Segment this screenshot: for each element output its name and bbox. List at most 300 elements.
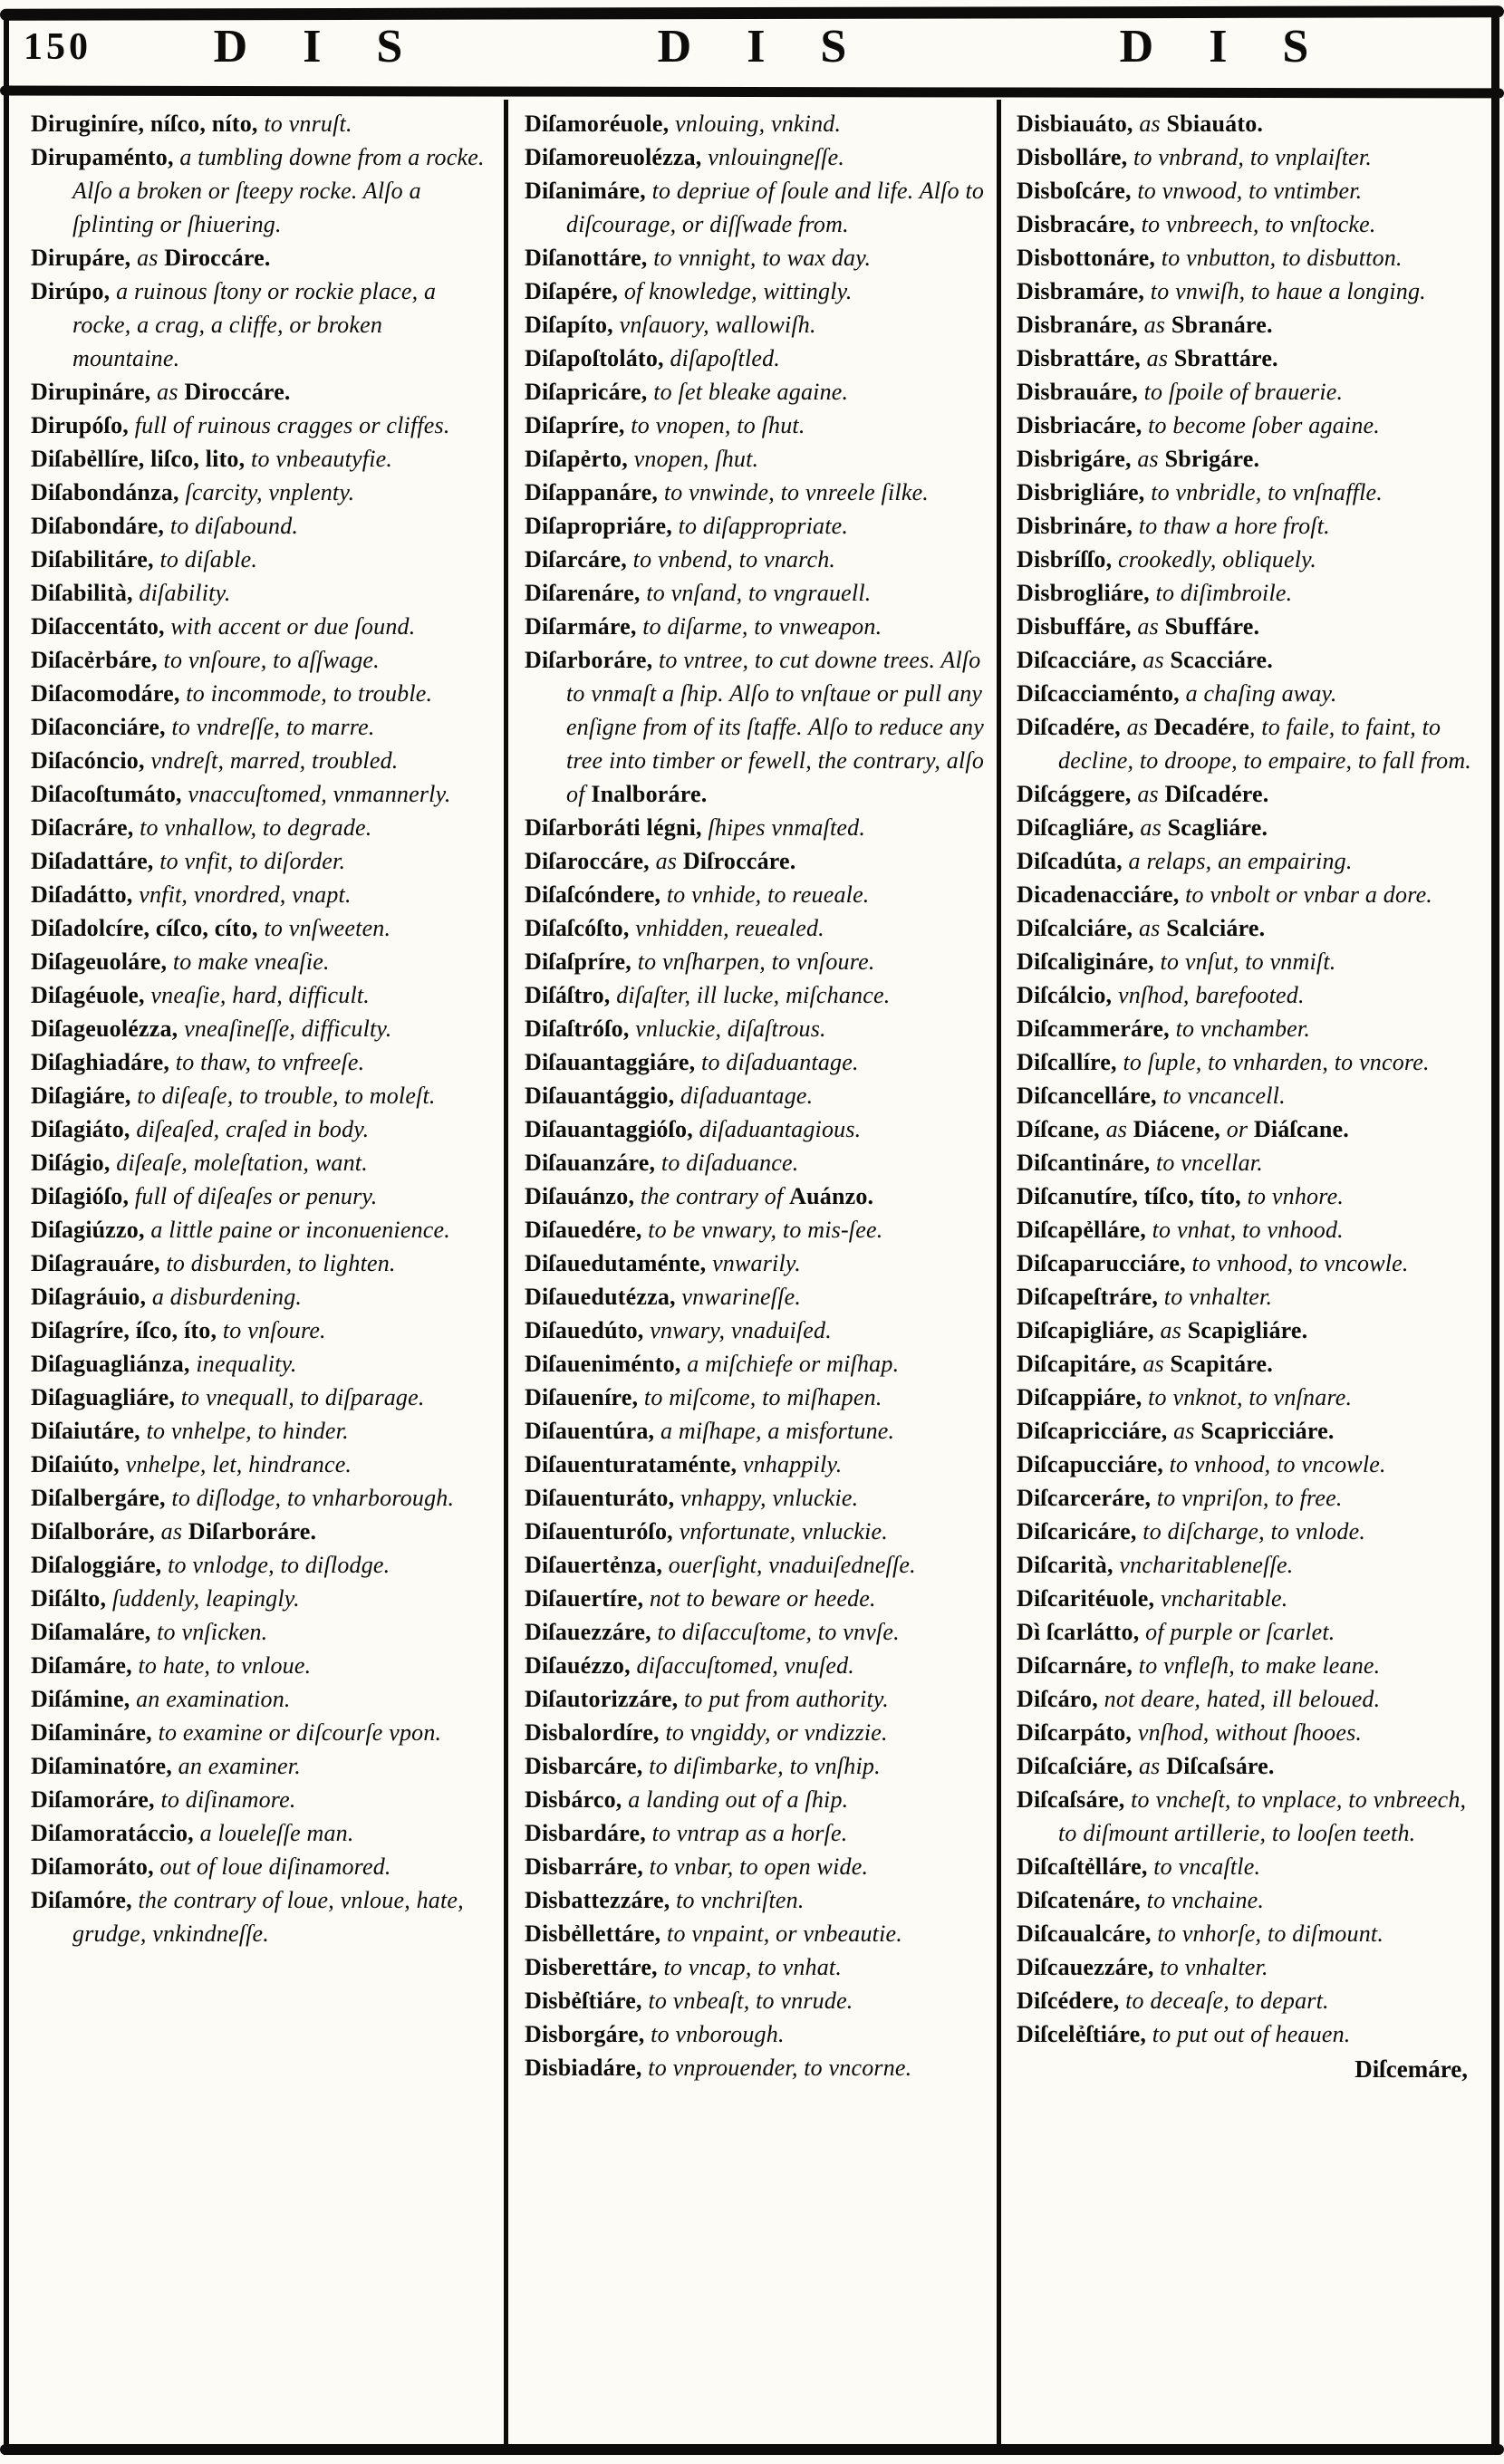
entry-headword: Diſacráre, xyxy=(31,814,140,841)
entry-headword: Disbrináre, xyxy=(1017,513,1139,539)
entry-headword: Disbríſſo, xyxy=(1017,546,1118,573)
dictionary-entry xyxy=(31,1414,491,1448)
entry-headword: Diſcanutíre, tíſco, títo, xyxy=(1017,1183,1248,1209)
entry-definition: to vnhore. xyxy=(1247,1183,1345,1209)
entry-definition: not to beware or heede. xyxy=(649,1585,876,1612)
entry-headword: Diſamoráre, xyxy=(31,1786,161,1813)
entry-definition: as xyxy=(1139,111,1167,137)
dictionary-entry xyxy=(31,811,491,844)
entry-definition: as xyxy=(1137,446,1165,472)
entry-definition: to diſeaſe, to trouble, to moleſt. xyxy=(137,1083,436,1109)
entry-headword: Diſauedutaménte, xyxy=(525,1250,713,1276)
entry-definition: vneaſineſſe, difficulty. xyxy=(184,1015,392,1042)
dictionary-entry xyxy=(525,1649,985,1682)
entry-definition: to vnſicken. xyxy=(157,1619,268,1645)
entry-definition: to vnruſt. xyxy=(264,111,352,137)
entry-definition: vneaſie, hard, difficult. xyxy=(150,982,370,1008)
entry-definition: to vnwinde, to vnreele ſilke. xyxy=(663,479,930,505)
dictionary-entry xyxy=(525,1816,985,1850)
entry-definition: of purple or ſcarlet. xyxy=(1145,1619,1335,1645)
dictionary-entry xyxy=(525,911,985,945)
entry-headword: Diſcelẻſtiáre, xyxy=(1017,2021,1152,2047)
page-number: 150 xyxy=(24,26,92,68)
entry-definition: to make vneaſie. xyxy=(172,948,330,975)
entry-headword: Disbalordíre, xyxy=(525,1719,666,1746)
entry-headword: Diruginíre, níſco, níto, xyxy=(31,111,265,137)
entry-headword: Diſcancelláre, xyxy=(1017,1083,1163,1109)
entry-definition: as xyxy=(1137,781,1165,807)
entry-definition: ſhipes vnmaſted. xyxy=(708,814,866,841)
entry-definition: to vnbrand, to vnplaiſter. xyxy=(1133,144,1373,170)
dictionary-entry xyxy=(31,1515,491,1548)
entry-headword: Disbracáre, xyxy=(1017,211,1142,237)
entry-definition: vnwary, vnaduiſed. xyxy=(650,1317,832,1343)
entry-headword: Diſaſpríre, xyxy=(525,948,638,975)
dictionary-entry xyxy=(525,1012,985,1045)
entry-headword: Diſauedére, xyxy=(525,1217,649,1243)
dictionary-entry xyxy=(525,274,985,308)
entry-definition: vnfortunate, vnluckie. xyxy=(679,1518,888,1545)
dictionary-entry xyxy=(525,1716,985,1749)
entry-headword: Diſauézzo, xyxy=(525,1652,637,1679)
entry-headword: Diſamoratáccio, xyxy=(31,1820,200,1846)
entry-definition: to vnborough. xyxy=(651,2021,785,2047)
dictionary-entry xyxy=(1017,1984,1477,2017)
dictionary-entry xyxy=(525,1079,985,1112)
entry-definition: to vnhood, to vncowle. xyxy=(1191,1250,1409,1276)
entry-definition: to vnſoure. xyxy=(222,1317,326,1343)
entry-definition: to vncaſtle. xyxy=(1153,1853,1261,1880)
dictionary-entry xyxy=(525,1112,985,1146)
entry-headword: Diſauedutézza, xyxy=(525,1284,682,1310)
dictionary-entry xyxy=(1017,1783,1477,1850)
dictionary-entry xyxy=(1017,1045,1477,1079)
dictionary-entry xyxy=(1017,978,1477,1012)
dictionary-entry xyxy=(525,1682,985,1716)
entry-definition: to be vnwary, to mis-ſee. xyxy=(648,1217,883,1243)
entry-definition: to ſpoile of brauerie. xyxy=(1143,379,1344,405)
entry-headword: Diſarboráre. xyxy=(188,1518,317,1545)
dictionary-entry xyxy=(1017,1917,1477,1950)
dictionary-entry xyxy=(525,1280,985,1314)
entry-definition: to diſappropriate. xyxy=(678,513,849,539)
entry-headword: Diſcadúta, xyxy=(1017,848,1129,874)
dictionary-entry xyxy=(1017,442,1477,476)
entry-headword: Diſaſcóſto, xyxy=(525,915,636,941)
entry-headword: Dicadenacciáre, xyxy=(1017,881,1186,908)
entry-definition: to ſet bleake againe. xyxy=(653,379,849,405)
dictionary-entry xyxy=(31,1850,491,1883)
dictionary-entry xyxy=(525,610,985,643)
entry-headword: Disbẻllettáre, xyxy=(525,1920,668,1947)
entry-headword: Diſcallíre, xyxy=(1017,1049,1123,1075)
dictionary-entry xyxy=(1017,1481,1477,1515)
entry-headword: Diſauantaggióſo, xyxy=(525,1116,699,1142)
entry-headword: Diſagráuio, xyxy=(31,1284,152,1310)
entry-headword: Diſcatenáre, xyxy=(1017,1887,1147,1913)
entry-definition: a relaps, an empairing. xyxy=(1128,848,1353,874)
entry-headword: Diſcapeſtráre, xyxy=(1017,1284,1164,1310)
entry-definition: to diſaduantage. xyxy=(701,1049,859,1075)
dictionary-entry xyxy=(525,1749,985,1783)
entry-headword: Diſcantináre, xyxy=(1017,1150,1156,1176)
entry-headword: Diſcapigliáre, xyxy=(1017,1317,1161,1343)
entry-definition: as xyxy=(160,1518,188,1545)
dictionary-entry xyxy=(31,1582,491,1615)
dictionary-entry xyxy=(1017,1749,1477,1783)
dictionary-entry xyxy=(31,543,491,576)
entry-definition: to vnhelpe, to hinder. xyxy=(146,1418,349,1444)
entry-definition: vncharitable. xyxy=(1160,1585,1288,1612)
entry-definition: vnlouingneſſe. xyxy=(708,144,845,170)
dictionary-entry xyxy=(31,1314,491,1347)
dictionary-entry xyxy=(525,107,985,140)
entry-definition: vncharitableneſſe. xyxy=(1119,1552,1294,1578)
entry-definition: as xyxy=(1105,1116,1133,1142)
entry-headword: Sbuffáre. xyxy=(1164,613,1260,640)
entry-definition: as xyxy=(157,379,185,405)
entry-definition: as xyxy=(1126,714,1154,740)
entry-headword: Diſcággere, xyxy=(1017,781,1138,807)
entry-headword: Diſapricáre, xyxy=(525,379,654,405)
entry-headword: Diſauezzáre, xyxy=(525,1619,658,1645)
entry-headword: Díſcane, xyxy=(1017,1116,1106,1142)
dictionary-entry xyxy=(31,643,491,677)
entry-headword: Disberettáre, xyxy=(525,1954,664,1980)
running-head-dis-3: D I S xyxy=(1119,21,1331,72)
dictionary-entry xyxy=(31,1615,491,1649)
dictionary-entry xyxy=(1017,1079,1477,1112)
entry-definition: to become ſober againe. xyxy=(1148,412,1380,438)
column-divider-1 xyxy=(504,100,508,2444)
entry-definition: vnſhod, barefooted. xyxy=(1117,982,1305,1008)
entry-definition: ſuddenly, leapingly. xyxy=(111,1585,300,1612)
entry-definition: a ruinous ſtony or rockie place, a rocke, a crag, a cliffe, or broken mountaine. xyxy=(72,278,437,371)
entry-definition: a loueleſſe man. xyxy=(199,1820,354,1846)
dictionary-entry xyxy=(31,140,491,241)
entry-definition: ſcarcity, vnplenty. xyxy=(185,479,355,505)
entry-definition: to thaw, to vnfreeſe. xyxy=(175,1049,365,1075)
entry-definition: to diſabound. xyxy=(169,513,299,539)
entry-definition: to vnhalter. xyxy=(1163,1284,1273,1310)
column-1 xyxy=(31,107,491,2437)
dictionary-entry xyxy=(525,811,985,844)
entry-definition: to diſable. xyxy=(159,546,258,573)
entry-headword: Diſauantággio, xyxy=(525,1083,681,1109)
dictionary-entry xyxy=(31,1213,491,1246)
entry-headword: Diſauánzo, xyxy=(525,1183,641,1209)
entry-headword: Diſcacciaménto, xyxy=(1017,680,1186,707)
dictionary-entry xyxy=(525,1917,985,1950)
entry-headword: Diſauertẻnza, xyxy=(525,1552,669,1578)
entry-headword: Diroccáre. xyxy=(164,245,271,271)
dictionary-entry xyxy=(1017,777,1477,811)
entry-definition: vnfit, vnordred, vnapt. xyxy=(139,881,352,908)
entry-headword: Diſadattáre, xyxy=(31,848,160,874)
entry-definition: vnhidden, reuealed. xyxy=(635,915,824,941)
dictionary-entry xyxy=(1017,1548,1477,1582)
dictionary-entry xyxy=(1017,2017,1477,2051)
entry-headword: Disbriacáre, xyxy=(1017,412,1149,438)
entry-headword: Diſcacciáre, xyxy=(1017,647,1143,673)
entry-definition: to examine or diſcourſe vpon. xyxy=(158,1719,442,1746)
entry-definition: to diſinamore. xyxy=(160,1786,296,1813)
entry-headword: Disbottonáre, xyxy=(1017,245,1162,271)
dictionary-entry xyxy=(525,1414,985,1448)
dictionary-entry xyxy=(1017,140,1477,174)
entry-definition: a tumbling downe from a rocke. Alſo a broken or ſteepy rocke. Alſo a ſplinting or ſhiuering. xyxy=(72,144,485,237)
entry-headword: Diſcarità, xyxy=(1017,1552,1120,1578)
dictionary-entry xyxy=(525,342,985,375)
entry-headword: Diſaiúto, xyxy=(31,1451,126,1477)
dictionary-entry xyxy=(31,1012,491,1045)
entry-headword: Diſcarceráre, xyxy=(1017,1485,1157,1511)
entry-definition: to vnbutton, to disbutton. xyxy=(1161,245,1403,271)
entry-definition: to vncellar. xyxy=(1155,1150,1263,1176)
entry-headword: Diſroccáre. xyxy=(682,848,796,874)
column-divider-2 xyxy=(997,100,1001,2444)
entry-headword: Diſcapitáre, xyxy=(1017,1351,1143,1377)
entry-definition: vnſauory, wallowiſh. xyxy=(619,312,816,338)
entry-headword: Disbolláre, xyxy=(1017,144,1134,170)
dictionary-entry xyxy=(31,1716,491,1749)
entry-headword: Diſaloggiáre, xyxy=(31,1552,169,1578)
entry-definition: an examiner. xyxy=(178,1753,301,1779)
entry-headword: Diſapíto, xyxy=(525,312,620,338)
dictionary-entry xyxy=(525,1246,985,1280)
dictionary-entry xyxy=(525,1515,985,1548)
dictionary-entry xyxy=(1017,1615,1477,1649)
entry-headword: Diſamóre, xyxy=(31,1887,139,1913)
dictionary-entry xyxy=(1017,174,1477,207)
entry-definition: vnwarineſſe. xyxy=(681,1284,802,1310)
entry-headword: Diſalbergáre, xyxy=(31,1485,172,1511)
entry-headword: Diſacomodáre, xyxy=(31,680,187,707)
entry-definition: to vntree, to cut downe trees. Alſo to vnmaſt a ſhip. Alſo to vnſtaue or pull any enſigne from of its ſtaffe. Alſo to reduce any tree into timber or fewell, the contrary, alſo of xyxy=(566,647,985,807)
dictionary-entry xyxy=(525,1314,985,1347)
entry-headword: Diſauenturáto, xyxy=(525,1485,680,1511)
entry-headword: Sbranáre. xyxy=(1171,312,1273,338)
entry-definition: the contrary of xyxy=(640,1183,790,1209)
entry-headword: Disbuffáre, xyxy=(1017,613,1138,640)
entry-definition: to vngiddy, or vndizzie. xyxy=(665,1719,888,1746)
dictionary-entry xyxy=(31,241,491,274)
dictionary-entry xyxy=(1017,409,1477,442)
entry-headword: Diſarboráre, xyxy=(525,647,659,673)
entry-headword: Disboſcáre, xyxy=(1017,178,1138,204)
entry-definition: diſaduantage. xyxy=(680,1083,814,1109)
dictionary-entry xyxy=(31,1548,491,1582)
entry-headword: Dirupaménto, xyxy=(31,144,180,170)
entry-headword: Inalboráre. xyxy=(591,781,708,807)
entry-headword: Diſagióſo, xyxy=(31,1183,135,1209)
entry-headword: Diſcarnáre, xyxy=(1017,1652,1139,1679)
dictionary-entry xyxy=(31,978,491,1012)
entry-definition: inequality. xyxy=(196,1351,297,1377)
entry-definition: diſapoſtled. xyxy=(670,345,781,371)
entry-headword: Diſámine, xyxy=(31,1686,137,1712)
entry-definition: to diſimbroile. xyxy=(1155,580,1293,606)
entry-headword: Diſágio, xyxy=(31,1150,117,1176)
running-head-dis-1: D I S xyxy=(213,21,425,72)
entry-definition: crookedly, obliquely. xyxy=(1118,546,1317,573)
dictionary-entry xyxy=(1017,677,1477,710)
entry-headword: Disbrogliáre, xyxy=(1017,580,1156,606)
dictionary-entry xyxy=(31,1481,491,1515)
entry-definition: to vnhood, to vncowle. xyxy=(1169,1451,1386,1477)
entry-definition: to vntrap as a horſe. xyxy=(651,1820,848,1846)
entry-headword: Diſcaſsáre. xyxy=(1166,1753,1275,1779)
entry-headword: Diſcaligináre, xyxy=(1017,948,1161,975)
entry-headword: Diſacóncio, xyxy=(31,747,151,774)
entry-definition: vnopen, ſhut. xyxy=(633,446,759,472)
entry-definition: with accent or due ſound. xyxy=(170,613,416,640)
dictionary-entry xyxy=(525,1615,985,1649)
entry-definition: to ſuple, to vnharden, to vncore. xyxy=(1123,1049,1430,1075)
entry-definition: as xyxy=(1143,312,1171,338)
entry-headword: Diſauantaggiáre, xyxy=(525,1049,702,1075)
entry-headword: Diſaiutáre, xyxy=(31,1418,147,1444)
entry-headword: Diſcaritéuole, xyxy=(1017,1585,1161,1612)
entry-definition: to vnwiſh, to haue a longing. xyxy=(1150,278,1426,304)
entry-headword: Diſaſcóndere, xyxy=(525,881,667,908)
entry-headword: Diſapropriáre, xyxy=(525,513,679,539)
entry-headword: Diſabẻllíre, liſco, lito, xyxy=(31,446,252,472)
entry-definition: to diſimbarke, to vnſhip. xyxy=(649,1753,881,1779)
dictionary-entry xyxy=(1017,1179,1477,1213)
dictionary-entry xyxy=(1017,1213,1477,1246)
dictionary-entry xyxy=(525,509,985,543)
dictionary-entry xyxy=(31,878,491,911)
entry-definition: to vnſoure, to aſſwage. xyxy=(163,647,380,673)
dictionary-entry xyxy=(525,174,985,241)
entry-headword: Dirupináre, xyxy=(31,379,158,405)
entry-headword: Diſagiúzzo, xyxy=(31,1217,151,1243)
entry-definition: as xyxy=(1160,1317,1188,1343)
entry-definition: to vnhat, to vnhood. xyxy=(1152,1217,1344,1243)
dictionary-entry xyxy=(525,241,985,274)
entry-headword: Disbrauáre, xyxy=(1017,379,1144,405)
entry-definition: to vnfleſh, to make leane. xyxy=(1138,1652,1381,1679)
entry-definition: as xyxy=(1138,915,1167,941)
dictionary-entry xyxy=(525,1883,985,1917)
entry-headword: Scalciáre. xyxy=(1166,915,1266,941)
entry-headword: Diſáſtro, xyxy=(525,982,617,1008)
entry-headword: Diſamáre, xyxy=(31,1652,139,1679)
dictionary-entry xyxy=(1017,1883,1477,1917)
entry-headword: Disborgáre, xyxy=(525,2021,651,2047)
dictionary-entry xyxy=(1017,543,1477,576)
entry-headword: Diſanottáre, xyxy=(525,245,654,271)
dictionary-entry xyxy=(525,1381,985,1414)
dictionary-entry xyxy=(1017,241,1477,274)
entry-headword: Diſapẻrto, xyxy=(525,446,634,472)
entry-headword: Diſálto, xyxy=(31,1585,112,1612)
entry-headword: Disbattezzáre, xyxy=(525,1887,677,1913)
left-border-rule xyxy=(4,16,9,2455)
entry-definition: to incommode, to trouble. xyxy=(186,680,433,707)
entry-definition: to vnbreech, to vnſtocke. xyxy=(1141,211,1376,237)
dictionary-entry xyxy=(1017,375,1477,409)
dictionary-entry xyxy=(31,1381,491,1414)
entry-headword: Dirupáre, xyxy=(31,245,138,271)
dictionary-entry xyxy=(525,1213,985,1246)
entry-headword: Diſcappiáre, xyxy=(1017,1384,1149,1410)
entry-headword: Diſappanáre, xyxy=(525,479,664,505)
entry-headword: Diſamaláre, xyxy=(31,1619,158,1645)
entry-definition: a chaſing away. xyxy=(1185,680,1337,707)
dictionary-entry xyxy=(525,945,985,978)
dictionary-entry xyxy=(525,1448,985,1481)
dictionary-entry xyxy=(525,1481,985,1515)
dictionary-entry xyxy=(1017,878,1477,911)
entry-definition: to diſcharge, to vnlode. xyxy=(1142,1518,1366,1545)
dictionary-entry xyxy=(31,409,491,442)
entry-headword: Diſaueniménto, xyxy=(525,1351,688,1377)
entry-headword: Diſauertíre, xyxy=(525,1585,650,1612)
dictionary-entry xyxy=(31,375,491,409)
entry-definition: diſeaſed, craſed in body. xyxy=(136,1116,370,1142)
entry-headword: Decadére xyxy=(1153,714,1249,740)
entry-headword: Diſadátto, xyxy=(31,881,140,908)
entry-headword: Diſapoſtoláto, xyxy=(525,345,670,371)
dictionary-entry xyxy=(1017,1012,1477,1045)
entry-headword: Diſcédere, xyxy=(1017,1988,1126,2014)
entry-definition: a miſhape, a misfortune. xyxy=(660,1418,895,1444)
dictionary-entry xyxy=(31,1179,491,1213)
dictionary-entry xyxy=(1017,1314,1477,1347)
entry-definition: to vncap, to vnhat. xyxy=(663,1954,843,1980)
entry-definition: a little paine or inconuenience. xyxy=(150,1217,450,1243)
dictionary-entry xyxy=(1017,1246,1477,1280)
entry-definition: to vnequall, to diſparage. xyxy=(180,1384,425,1410)
entry-definition: to vnſut, to vnmiſt. xyxy=(1160,948,1336,975)
dictionary-entry xyxy=(525,1045,985,1079)
entry-headword: Diſauenturataménte, xyxy=(525,1451,743,1477)
entry-headword: Diſaguagliáre, xyxy=(31,1384,181,1410)
entry-definition: or xyxy=(1226,1116,1254,1142)
entry-definition: to vnhide, to reueale. xyxy=(666,881,870,908)
dictionary-entry xyxy=(525,1950,985,1984)
entry-definition: a disburdening. xyxy=(151,1284,303,1310)
dictionary-entry xyxy=(1017,1950,1477,1984)
entry-definition: to vnhorſe, to diſmount. xyxy=(1157,1920,1384,1947)
entry-definition: to put from authority. xyxy=(684,1686,889,1712)
dictionary-entry xyxy=(1017,207,1477,241)
entry-headword: Diroccáre. xyxy=(184,379,291,405)
entry-headword: Diſagríre, íſco, íto, xyxy=(31,1317,223,1343)
dictionary-entry xyxy=(1017,476,1477,509)
entry-definition: as xyxy=(1138,1753,1167,1779)
entry-headword: Disbarcáre, xyxy=(525,1753,650,1779)
dictionary-entry xyxy=(1017,1649,1477,1682)
dictionary-entry xyxy=(31,1448,491,1481)
entry-definition: to vnbridle, to vnſnaffle. xyxy=(1151,479,1383,505)
right-border-rule xyxy=(1491,16,1499,2455)
entry-definition: out of loue diſinamored. xyxy=(159,1853,391,1880)
entry-headword: Diſcalciáre, xyxy=(1017,915,1139,941)
dictionary-entry xyxy=(525,1146,985,1179)
dictionary-entry xyxy=(1017,308,1477,342)
entry-headword: Diſacoſtumáto, xyxy=(31,781,188,807)
entry-headword: Diſabilitáre, xyxy=(31,546,160,573)
entry-headword: Diſapríre, xyxy=(525,412,631,438)
dictionary-entry xyxy=(31,509,491,543)
dictionary-entry xyxy=(1017,274,1477,308)
dictionary-entry xyxy=(31,274,491,375)
entry-headword: Diſamoreuolézza, xyxy=(525,144,709,170)
entry-headword: Diſaueníre, xyxy=(525,1384,644,1410)
